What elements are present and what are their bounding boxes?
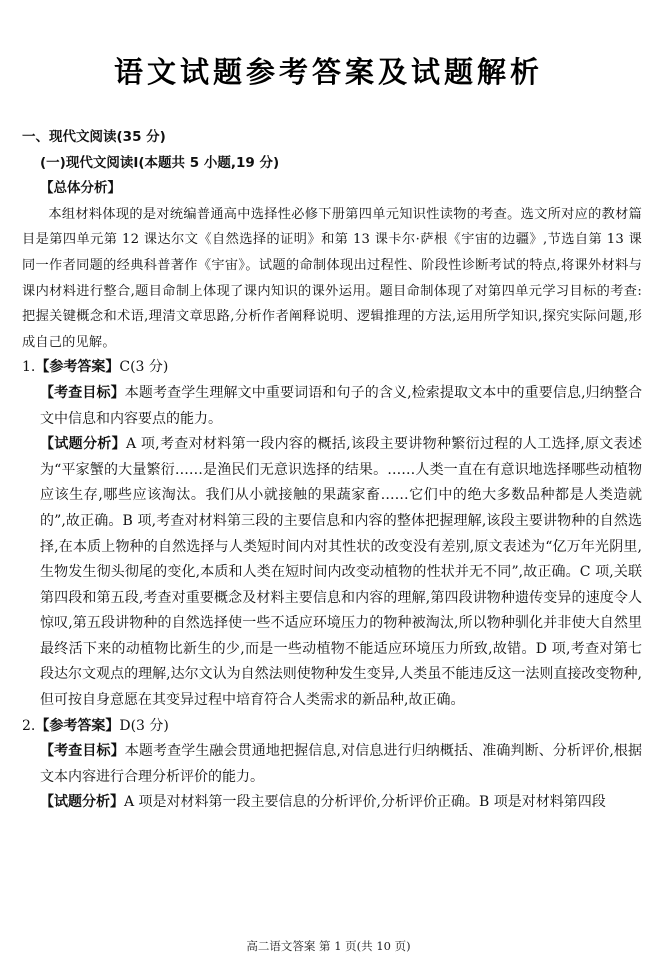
q1-answer [22,355,642,381]
q2-answer-value: D(3 分) [119,717,169,734]
q2-answer [22,714,642,740]
q2-analysis-text: A 项是对材料第一段主要信息的分析评价,分析评价正确。B 项是对材料第四段 [124,794,606,811]
q1-goal-label: 【考查目标】 [40,384,125,401]
q2-goal-label: 【考查目标】 [40,743,125,760]
section-heading: 一、现代文阅读(35 分) [22,129,166,145]
q2-answer-label: 【参考答案】 [35,717,120,734]
q2-goal [22,739,642,790]
q1-answer-value: C(3 分) [119,359,169,376]
overall-analysis-text: 本组材料体现的是对统编普通高中选择性必修下册第四单元知识性读物的考查。选文所对应的教材篇目是第四单元第 12 课达尔文《自然选择的证明》和第 13 课卡尔·萨根《宇宙的边疆》,节选自第 13 课同一作者同题的经典科普著作《宇宙》。试题的命制体现出过程性、阶段性诊断考试的特点,将课外材料与课内材料进行整合,题目命制上体现了课内知识的课外运用。题目命制体现了对第四单元学习目标的考查:把握关键概念和术语,理清文章思路,分析作者阐释说明、逻辑推理的方法,运用所学知识,探究实际问题,形成自己的见解。 [22,206,642,350]
document-body [22,125,642,816]
q2-analysis-label: 【试题分析】 [40,794,124,811]
page-title: 语文试题参考答案及试题解析 [113,55,543,89]
subsection-heading: (一)现代文阅读Ⅰ(本题共 5 小题,19 分) [40,154,280,171]
q2-goal-text: 本题考查学生融会贯通地把握信息,对信息进行归纳概括、准确判断、分析评价,根据文本内容进行合理分析评价的能力。 [40,743,642,785]
q1-analysis [22,432,642,714]
overall-analysis-label: 【总体分析】 [40,180,121,197]
q1-number: 1. [22,359,36,376]
q1-analysis-label: 【试题分析】 [40,436,126,453]
q1-answer-label: 【参考答案】 [35,359,120,376]
q1-analysis-text: A 项,考查对材料第一段内容的概括,该段主要讲物种繁衍过程的人工选择,原文表述为“平家蟹的大量繁衍……是渔民们无意识选择的结果。……人类一直在有意识地选择哪些动植物应该生存,哪些应该淘汰。我们从小就接触的果蔬家畜……它们中的绝大多数品种都是人类造就的”,故正确。B 项,考查对材料第三段的主要信息和内容的整体把握理解,该段主要讲物种的自然选择,在本质上物种的自然选择与人类短时间内对其性状的改变没有差别,原文表述为“亿万年光阴里,生物发生彻头彻尾的变化,本质和人类在短时间内改变动植物的性状并无不同”,故正确。C 项,关联第四段和第五段,考查对重要概念及材料主要信息和内容的理解,第四段讲物种遗传变异的速度令人惊叹,第五段讲物种的自然选择使一些不适应环境压力的物种被淘汰,所以物种驯化并非使大自然里最终活下来的动植物比新生的少,而是一些动植物不能适应环境压力所致,故错。D 项,考查对第七段达尔文观点的理解,达尔文认为自然法则使物种发生变异,人类虽不能违反这一法则直接改变物种,但可按自身意愿在其变异过程中培育符合人类需求的新品种,故正确。 [40,436,642,709]
q2-analysis [22,790,642,816]
q2-number: 2. [22,717,36,734]
q1-goal [22,381,642,432]
page-footer: 高二语文答案 第 1 页(共 10 页) [246,939,411,953]
q1-goal-text: 本题考查学生理解文中重要词语和句子的含义,检索提取文本中的重要信息,归纳整合文中信息和内容要点的能力。 [40,384,642,427]
